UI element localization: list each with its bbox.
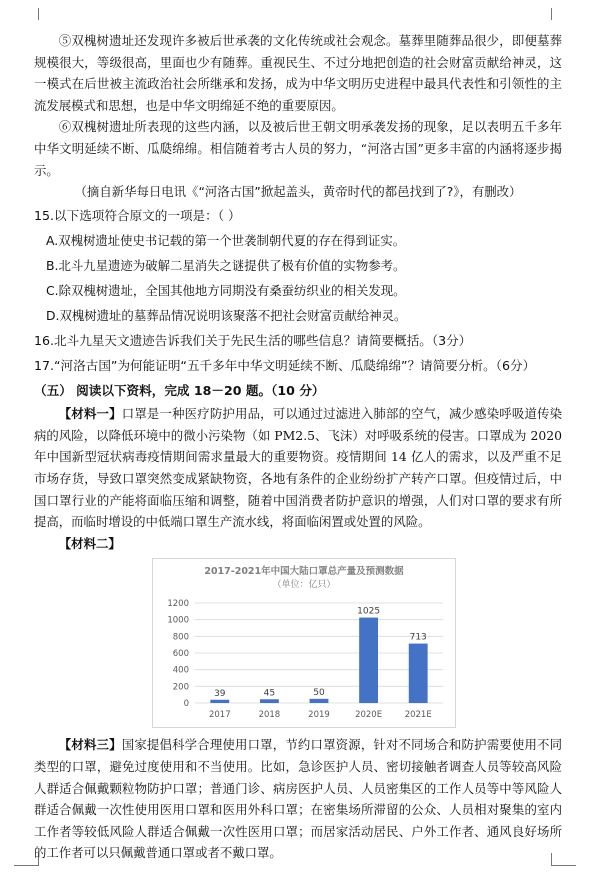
material-1-label: 【材料一】 [58, 406, 122, 422]
chart-bar [409, 644, 428, 703]
question-15-option-c: C.除双槐树遗址，全国其他地方同期没有桑蚕纺织业的相关发现。 [46, 283, 406, 299]
chart-y-tick-label: 0 [183, 699, 189, 710]
question-16: 16.北斗九星天文遗迹告诉我们关于先民生活的哪些信息？请简要概括。（3分） [34, 333, 472, 349]
reading-paragraph-6: ⑥双槐树遗址所表现的这些内涵，以及被后世王朝文明承袭发扬的现象，足以表明五千多年中华文明延续不断、瓜瓞绵绵。相信随着考古人员的努力，“河洛古国”更多丰富的内涵将逐步揭示。 [34, 119, 562, 178]
material-1 [34, 403, 562, 533]
chart-x-tick-label: 2018 [258, 710, 281, 721]
chart-x-tick-label: 2020E [355, 710, 383, 721]
mask-output-chart [152, 558, 456, 728]
chart-y-tick-label: 600 [172, 649, 189, 660]
chart-x-tick-label: 2017 [208, 710, 231, 721]
material-2 [34, 533, 562, 555]
chart-value-label: 39 [214, 689, 226, 700]
chart-value-label: 1025 [357, 606, 381, 617]
chart-x-tick-label: 2021E [404, 710, 432, 721]
chart-y-tick-label: 1200 [167, 599, 189, 610]
exam-page [34, 30, 562, 864]
chart-bar [359, 618, 378, 703]
chart-bar [310, 699, 329, 703]
section-5-heading: （五） 阅读以下资料，完成 18－20 题。（10 分） [34, 383, 325, 399]
mask-output-chart-svg [153, 559, 455, 727]
chart-y-tick-label: 1000 [167, 615, 189, 626]
question-15-option-d: D.双槐树遗址的墓葬品情况说明该聚落不把社会财富贡献给神灵。 [46, 308, 407, 324]
chart-title: 2017-2021年中国大陆口罩总产量及预测数据 [204, 566, 404, 578]
material-2-label: 【材料二】 [58, 535, 121, 551]
crop-mark-top-left [26, 8, 39, 20]
material-3-text: 国家提倡科学合理使用口罩，节约口罩资源，针对不同场合和防护需要使用不同类型的口罩，避免过度使用和不当使用。比如，急诊医护人员、密切接触者调查人员等较高风险人群适合佩戴颗粒物防护口罩；普通门诊、病房医护人员、人员密集区的工作人员等中等风险人群适合佩戴一次性使用医用口罩和医用外科口罩；在密集场所滞留的公众、人员相对聚集的室内工作者等较低风险人群适合佩戴一次性医用口罩；而居家活动居民、户外工作者、通风良好场所的工作者可以只佩戴普通口罩或者不戴口罩。 [34, 737, 563, 861]
chart-bar [210, 700, 229, 703]
crop-mark-top-right [551, 8, 564, 20]
question-17: 17.“河洛古国”为何能证明“五千多年中华文明延续不断、瓜瓞绵绵”？请简要分析。（6分） [34, 358, 536, 374]
material-3-label: 【材料三】 [58, 737, 122, 753]
chart-y-tick-label: 400 [172, 665, 189, 676]
chart-y-tick-label: 800 [172, 632, 189, 643]
source-citation: （摘自新华每日电讯《“河洛古国”掀起盖头，黄帝时代的都邑找到了?》，有删改） [74, 184, 522, 200]
chart-subtitle: （单位：亿只） [272, 580, 336, 591]
chart-value-label: 50 [313, 688, 325, 699]
reading-paragraph-5: ⑤双槐树遗址还发现许多被后世承袭的文化传统或社会观念。墓葬里随葬品很少，即便墓葬规模很大，等级很高，里面也少有随葬。重视民生、不过分地把创造的社会财富贡献给神灵，这一模式在后世被主流政治社会所继承和发扬，成为中华文明历史进程中最具代表性和引领性的主流发展模式和思想，也是中华文明绵延不绝的重要原因。 [34, 33, 562, 113]
material-1-text: 口罩是一种医疗防护用品，可以通过过滤进入肺部的空气，减少感染呼吸道传染病的风险，以降低环境中的微小污染物（如 PM2.5、飞沫）对呼吸系统的侵害。口罩成为 2020 年中国新型冠状病毒疫情期间需求量最大的重要物资。疫情期间 14 亿人的需求，以及严重不足市场存货，导致口罩突然变成紧缺物资，各地有条件的企业纷纷扩产转产口罩。但疫情过后，中国口罩行业的产能将面临压缩和调整，随着中国消费者防护意识的增强，人们对口罩的要求有所提高，而临时增设的中低端口罩生产流水线，将面临闲置或处置的风险。 [34, 406, 563, 530]
question-15-stem: 15.以下选项符合原文的一项是：（ ） [34, 208, 241, 224]
chart-x-tick-label: 2019 [308, 710, 330, 721]
chart-value-label: 45 [263, 688, 276, 699]
chart-y-tick-label: 200 [172, 682, 189, 693]
question-15-option-a: A.双槐树遗址使史书记载的第一个世袭制朝代夏的存在得到证实。 [46, 233, 406, 249]
material-3 [34, 734, 562, 864]
chart-value-label: 713 [409, 632, 427, 643]
question-15-option-b: B.北斗九星遗迹为破解二星消失之谜提供了极有价值的实物参考。 [46, 258, 406, 274]
chart-bar [260, 700, 279, 704]
